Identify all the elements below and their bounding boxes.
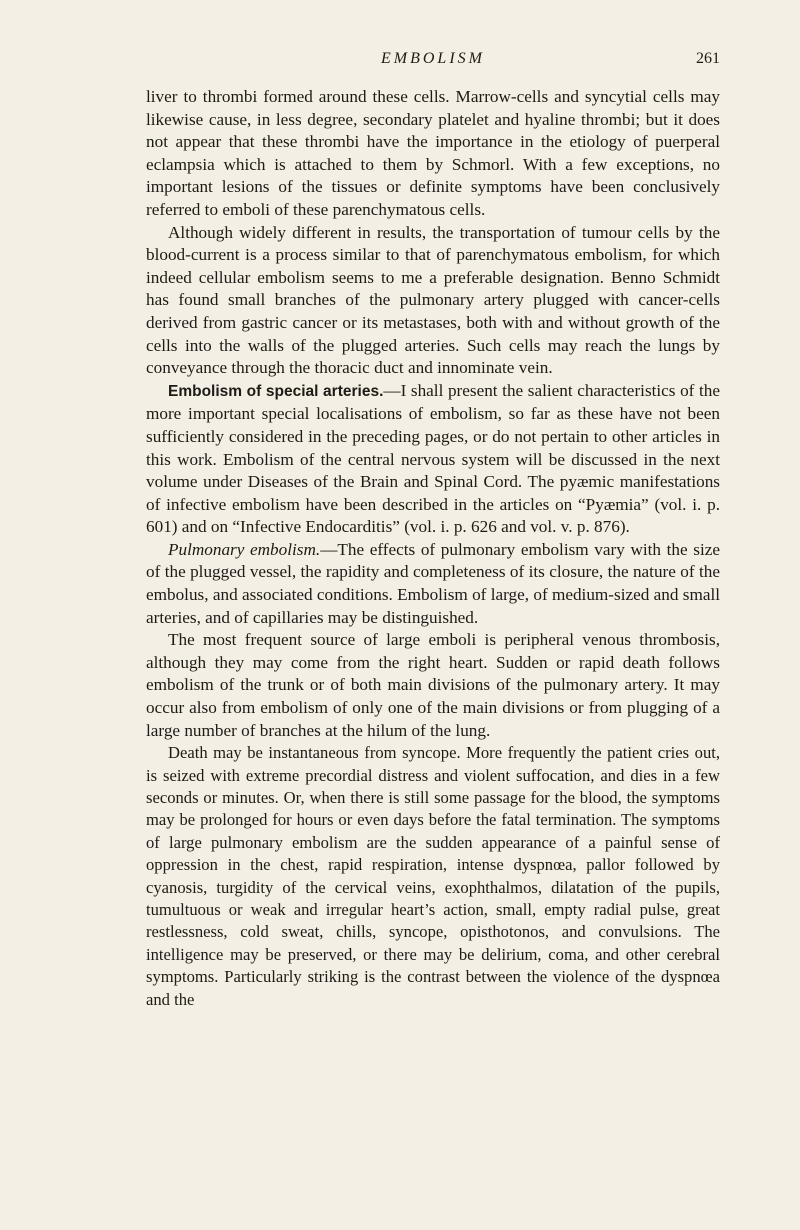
paragraph-5: The most frequent source of large emboli is peripheral venous thrombosis, although they may come from the right heart. Sudden or rapid death follows embolism of the trunk or of both main divisions of the pulmonary artery. It may occur also from embolism of only one of the main divisions or from plugging of a large number of branches at the hilum of the lung. — [146, 630, 720, 740]
section-heading: Embolism of special arteries. — [168, 382, 384, 400]
paragraph-6: Death may be instantaneous from syncope. More frequently the patient cries out, is seized with extreme precordial distress and violent suffocation, and dies in a few seconds or minutes. Or, when there is still some passage for the blood, the symptoms may be prolonged for hours or even days before the fatal termination. The symptoms of large pulmonary embolism are the sudden appearance of a painful sense of oppression in the chest, rapid respiration, intense dyspnœa, pallor followed by cyanosis, turgidity of the cervical veins, exophthalmos, dilatation of the pupils, tumultuous or weak and irregular heart’s action, small, empty radial pulse, great restlessness, cold sweat, chills, syncope, opisthotonos, and convulsions. The intelligence may be preserved, or there may be delirium, coma, and other cerebral symptoms. Particularly striking is the contrast between the violence of the dyspnœa and the — [146, 743, 720, 1009]
paragraph-1: liver to thrombi formed around these cells. Marrow-cells and syncytial cells may likewise cause, in less degree, secondary platelet and hyaline thrombi; but it does not appear that these thrombi have the importance in the etiology of puerperal eclampsia which is attached to them by Schmorl. With a few exceptions, no important lesions of the tissues or definite symptoms have been conclusively referred to emboli of these parenchymatous cells. — [146, 87, 720, 219]
paragraph-4-body: —The effects of pulmonary embolism vary with the size of the plugged vessel, the rapidity and completeness of its closure, the nature of the embolus, and associated conditions. Embolism of large, of medium-sized and small arteries, and of capillaries may be distinguished. — [146, 539, 720, 627]
page-header — [146, 50, 720, 80]
paragraph-4 — [146, 539, 720, 629]
paragraph-3 — [146, 380, 720, 539]
running-title: EMBOLISM — [381, 50, 485, 67]
paragraph-2: Although widely different in results, the transportation of tumour cells by the blood-current is a process similar to that of parenchymatous embolism, for which indeed cellular embolism seems to me a preferable designation. Benno Schmidt has found small branches of the pulmonary artery plugged with cancer-cells derived from gastric cancer or its metastases, both with and without growth of the cells into the walls of the plugged arteries. Such cells may reach the lungs by conveyance through the thoracic duct and innominate vein. — [146, 222, 720, 378]
paragraph-3-body: —I shall present the salient characteristics of the more important special localisations of embolism, so far as these have not been sufficiently considered in the preceding pages, or do not pertain to other articles in this work. Embolism of the central nervous system will be discussed in the next volume under Diseases of the Brain and Spinal Cord. The pyæmic manifestations of infective embolism have been described in the articles on “Pyæmia” (vol. i. p. 601) and on “Infective Endocarditis” (vol. i. p. 626 and vol. v. p. 876). — [146, 380, 720, 537]
subsection-heading: Pulmonary embolism. — [168, 539, 321, 559]
body-text — [146, 86, 720, 1011]
page-number: 261 — [696, 50, 720, 67]
